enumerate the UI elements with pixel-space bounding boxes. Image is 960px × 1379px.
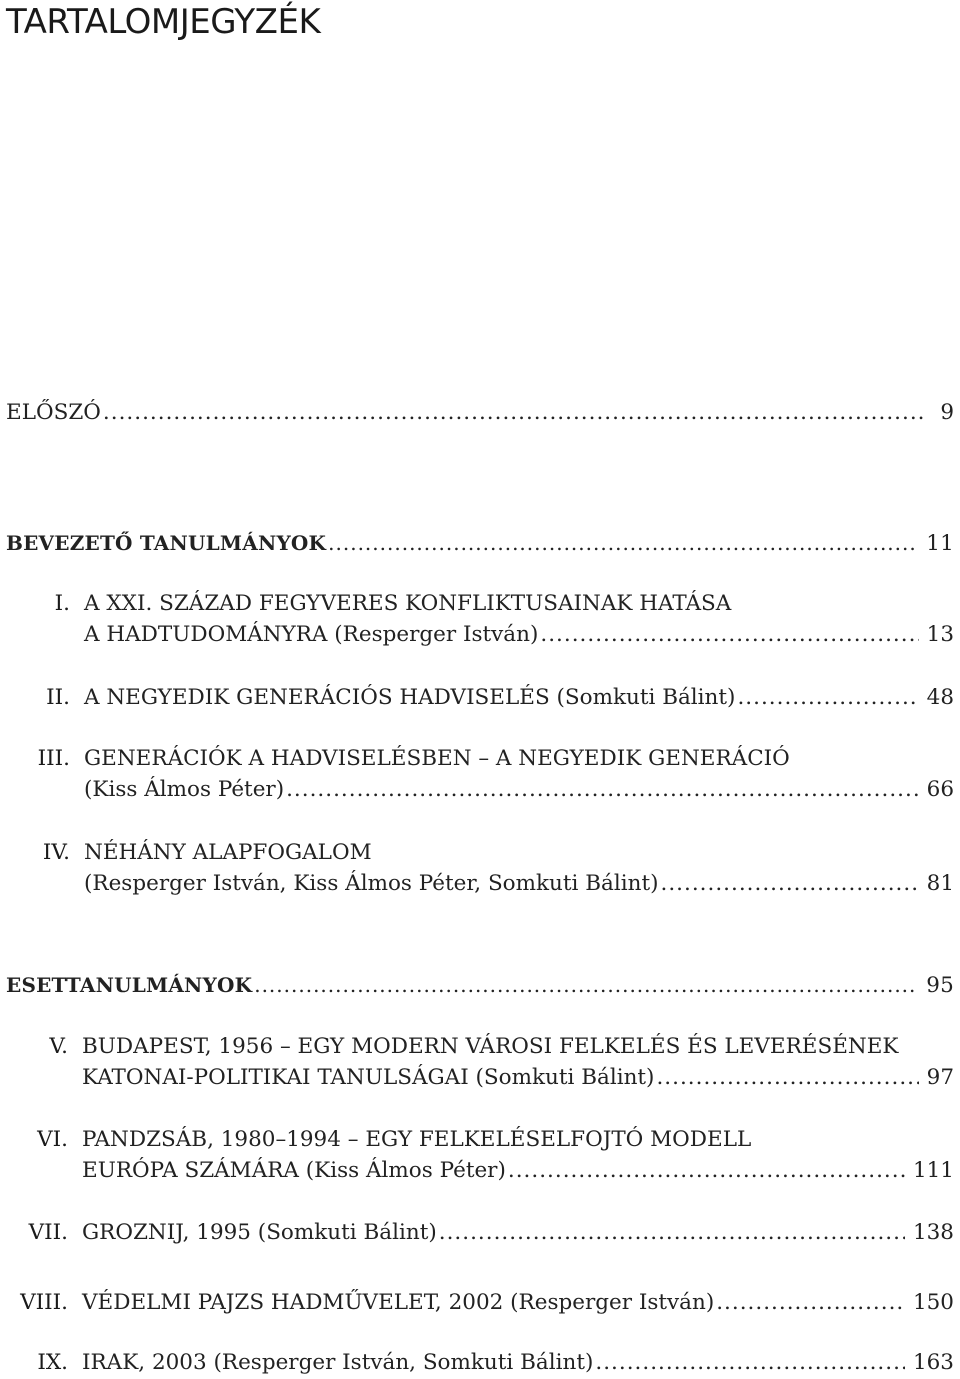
chapter-number: IV. (42, 840, 70, 865)
toc-entry-title: KATONAI-POLITIKAI TANULSÁGAI (Somkuti Bálint) (82, 1065, 655, 1090)
toc-entry-title: A NEGYEDIK GENERÁCIÓS HADVISELÉS (Somkuti Bálint) (84, 685, 736, 710)
dot-leader (286, 775, 919, 805)
toc-page-number: 66 (926, 777, 954, 802)
toc-entry-ch5 (82, 1063, 954, 1093)
toc-entry-title: GENERÁCIÓK A HADVISELÉSBEN – A NEGYEDIK GENERÁCIÓ (84, 746, 790, 771)
toc-page-number: 81 (926, 871, 954, 896)
toc-entry-ch2 (84, 683, 954, 713)
toc-entry-eloszo (6, 398, 954, 428)
chapter-number: II. (46, 685, 70, 710)
dot-leader (254, 970, 918, 1000)
toc-entry-title: PANDZSÁB, 1980–1994 – EGY FELKELÉSELFOJTÓ MODELL (82, 1127, 752, 1152)
dot-leader (328, 528, 918, 558)
toc-entry-title: A HADTUDOMÁNYRA (Resperger István) (84, 622, 539, 647)
toc-entry-title: GROZNIJ, 1995 (Somkuti Bálint) (82, 1220, 437, 1245)
toc-entry-ch1 (84, 620, 954, 650)
dot-leader (439, 1218, 905, 1248)
toc-entry-ch7 (82, 1218, 954, 1248)
dot-leader (103, 398, 924, 428)
toc-entry-ch3 (84, 775, 954, 805)
dot-leader (595, 1348, 905, 1378)
dot-leader (737, 683, 918, 713)
toc-entry-ch3-line1 (84, 744, 954, 774)
toc-page-number: 9 (940, 400, 954, 425)
dot-leader (508, 1156, 905, 1186)
toc-entry-ch6 (82, 1156, 954, 1186)
dot-leader (661, 869, 919, 899)
dot-leader (716, 1288, 905, 1318)
toc-entry-title: (Kiss Álmos Péter) (84, 777, 285, 802)
toc-page-number: 97 (926, 1065, 954, 1090)
toc-entry-ch1-line1 (84, 589, 954, 619)
toc-page-number: 11 (926, 531, 954, 556)
toc-section-esettanulmanyok (6, 970, 954, 1001)
toc-entry-ch6-line1 (82, 1125, 954, 1155)
toc-section-bevezeto (6, 528, 954, 559)
page-title: TARTALOMJEGYZÉK (6, 2, 321, 42)
toc-section-title: BEVEZETŐ TANULMÁNYOK (6, 531, 327, 555)
toc-page-number: 48 (926, 685, 954, 710)
toc-entry-ch9 (82, 1348, 954, 1378)
toc-entry-title: BUDAPEST, 1956 – EGY MODERN VÁROSI FELKELÉS ÉS LEVERÉSÉNEK (82, 1034, 899, 1059)
toc-entry-ch4 (84, 869, 954, 899)
toc-entry-title: NÉHÁNY ALAPFOGALOM (84, 840, 372, 865)
chapter-number: IX. (37, 1350, 68, 1375)
toc-entry-ch4-line1 (84, 838, 954, 868)
chapter-number: VI. (37, 1127, 68, 1152)
toc-entry-title: (Resperger István, Kiss Álmos Péter, Somkuti Bálint) (84, 871, 659, 896)
toc-page-number: 13 (926, 622, 954, 647)
toc-entry-title: A XXI. SZÁZAD FEGYVERES KONFLIKTUSAINAK HATÁSA (84, 591, 732, 616)
chapter-number: V. (49, 1034, 68, 1059)
toc-page-number: 150 (912, 1290, 954, 1315)
toc-entry-ch5-line1 (82, 1032, 954, 1062)
toc-entry-title: VÉDELMI PAJZS HADMŰVELET, 2002 (Resperger István) (82, 1290, 715, 1315)
dot-leader (656, 1063, 918, 1093)
toc-entry-title: IRAK, 2003 (Resperger István, Somkuti Bálint) (82, 1350, 594, 1375)
toc-entry-ch8 (82, 1288, 954, 1318)
chapter-number: I. (54, 591, 70, 616)
toc-section-title: ESETTANULMÁNYOK (6, 973, 253, 997)
toc-page-number: 95 (926, 973, 954, 998)
chapter-number: III. (37, 746, 70, 771)
toc-page-number: 111 (912, 1158, 954, 1183)
toc-entry-title: ELŐSZÓ (6, 400, 101, 425)
toc-page-number: 163 (912, 1350, 954, 1375)
toc-page-number: 138 (912, 1220, 954, 1245)
dot-leader (540, 620, 918, 650)
toc-entry-title: EURÓPA SZÁMÁRA (Kiss Álmos Péter) (82, 1158, 506, 1183)
chapter-number: VII. (28, 1220, 68, 1245)
chapter-number: VIII. (20, 1290, 68, 1315)
